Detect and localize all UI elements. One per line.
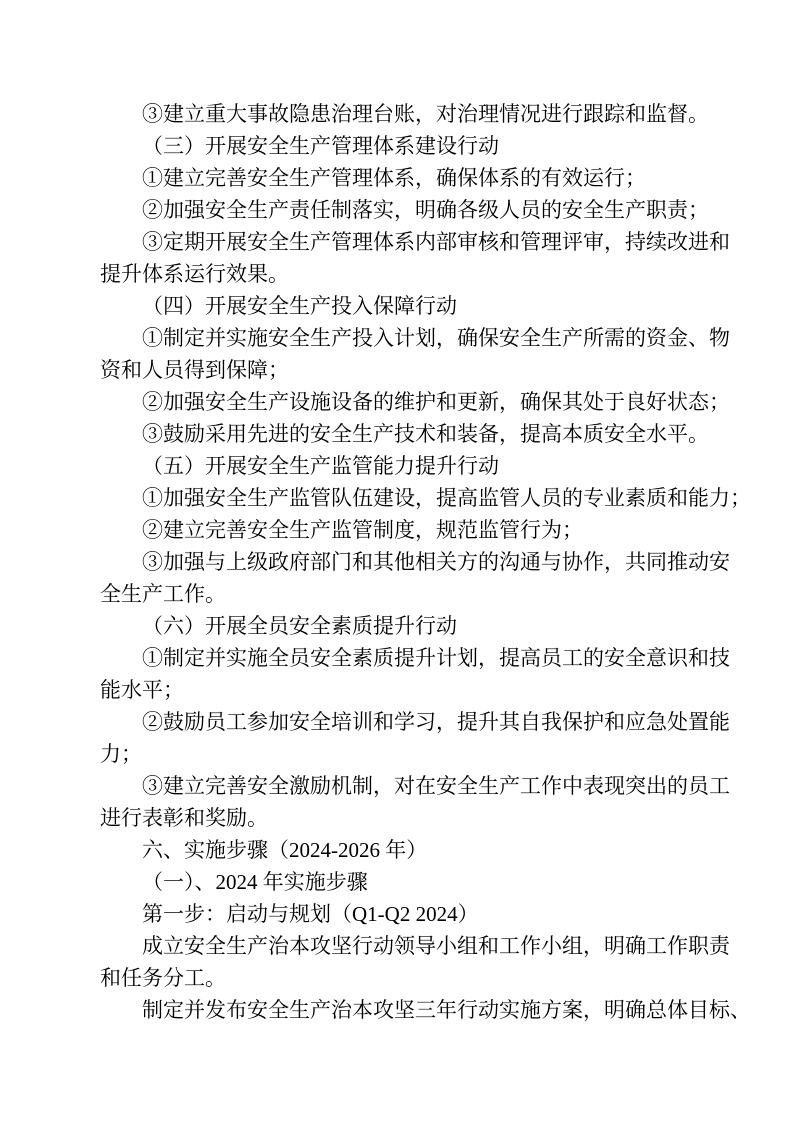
text-line: 提升体系运行效果。 (100, 262, 289, 286)
text-line: ①加强安全生产监管队伍建设，提高监管人员的专业素质和能力； (142, 486, 751, 510)
text-line: ①建立完善安全生产管理体系，确保体系的有效运行； (142, 166, 646, 190)
text-line-section-heading: （四）开展安全生产投入保障行动 (142, 294, 457, 318)
text-line: ②加强安全生产责任制落实，明确各级人员的安全生产职责； (142, 198, 709, 222)
text-line: 进行表彰和奖励。 (100, 806, 268, 830)
text-line: ②加强安全生产设施设备的维护和更新，确保其处于良好状态； (142, 390, 730, 414)
text-line-chapter-heading: 六、实施步骤（2024-2026 年） (142, 838, 428, 862)
text-line: ①制定并实施安全生产投入计划，确保安全生产所需的资金、物 (142, 326, 730, 350)
text-line: 力； (100, 742, 142, 766)
text-line: ②鼓励员工参加安全培训和学习，提升其自我保护和应急处置能 (142, 710, 730, 734)
text-line: 能水平； (100, 678, 184, 702)
text-line-subsection-heading: （一）、2024 年实施步骤 (142, 870, 368, 894)
text-line-section-heading: （五）开展安全生产监管能力提升行动 (142, 454, 499, 478)
text-line: 资和人员得到保障； (100, 358, 289, 382)
text-line: ③建立重大事故隐患治理台账，对治理情况进行跟踪和监督。 (142, 102, 709, 126)
text-line: ③建立完善安全激励机制，对在安全生产工作中表现突出的员工 (142, 774, 730, 798)
text-line: 成立安全生产治本攻坚行动领导小组和工作小组，明确工作职责 (142, 934, 730, 958)
text-line: 全生产工作。 (100, 582, 226, 606)
text-line: ②建立完善安全生产监管制度，规范监管行为； (142, 518, 583, 542)
text-line: ③加强与上级政府部门和其他相关方的沟通与协作，共同推动安 (142, 550, 730, 574)
text-line: ①制定并实施全员安全素质提升计划，提高员工的安全意识和技 (142, 646, 730, 670)
text-line-step-heading: 第一步：启动与规划（Q1-Q2 2024） (142, 902, 479, 926)
text-line: 和任务分工。 (100, 966, 226, 990)
text-line-section-heading: （三）开展安全生产管理体系建设行动 (142, 134, 499, 158)
text-line: 制定并发布安全生产治本攻坚三年行动实施方案，明确总体目标、 (142, 998, 751, 1022)
text-line: ③鼓励采用先进的安全生产技术和装备，提高本质安全水平。 (142, 422, 709, 446)
text-line: ③定期开展安全生产管理体系内部审核和管理评审，持续改进和 (142, 230, 730, 254)
text-line-section-heading: （六）开展全员安全素质提升行动 (142, 614, 457, 638)
